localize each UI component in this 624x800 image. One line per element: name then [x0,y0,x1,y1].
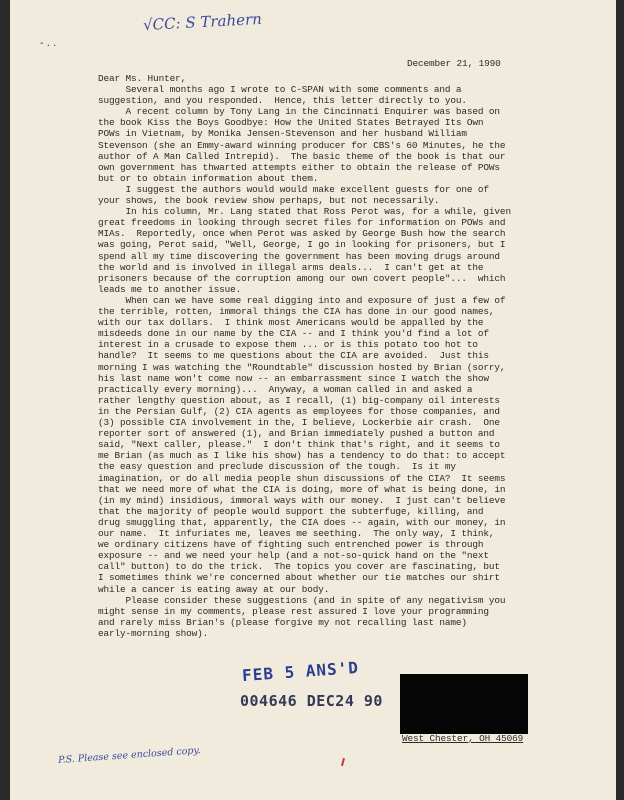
body-line: your shows, the book review show perhaps, but not necessarily. [98,195,440,206]
number-stamp-text: 004646 DEC24 90 [240,692,383,710]
red-tick-mark [341,758,345,766]
body-line: while a cancer is eating away at our body. [98,583,330,595]
received-stamp-text: FEB 5 ANS'D [241,657,360,686]
body-line: call" button) to do the trick. The topics you cover are fascinating, but [98,561,500,573]
ps-annotation: P.S. Please see enclosed copy. [57,745,201,766]
body-line: prisoners because of the corruption among our own covert people"... which [98,272,506,284]
pen-marks: - . . [40,38,57,49]
body-line: with our tax dollars. I think most Americans would be appalled by the [98,317,484,329]
body-line: A recent column by Tony Lang in the Cincinnati Enquirer was based on [98,106,500,118]
body-line: might sense in my comments, please rest assured I love your programming [98,605,489,617]
body-line: author of A Man Called Intrepid). The basic theme of the book is that our [98,150,506,162]
body-line: early-morning show). [98,627,209,639]
body-line: in the Persian Gulf, (2) CIA agents as employees for those companies, and [98,405,500,417]
signature-location: West Chester, OH 45069 [402,733,524,744]
body-line: but or to obtain information about them. [98,172,319,184]
body-line: Stevenson (she an Emmy-award winning producer for CBS's 60 Minutes, he the [98,139,506,151]
body-line: rather lengthy question about, as I recall, (1) big-company oil interests [98,394,500,406]
body-line: I suggest the authors would would make excellent guests for one of [98,183,489,195]
letter-date: December 21, 1990 [407,58,501,69]
body-line: (in my mind) insidious, immoral ways with our money. I just can't believe [98,494,506,506]
body-line: his last name won't come now -- an embarrassment since I watch the show [98,372,489,384]
body-line: that the majority of people would support the subterfuge, killing, and [98,505,484,517]
body-line: me Brian (as much as I like his show) has a tendency to do that: to accept [98,450,506,462]
body-line: POWs in Vietnam, by Monika Jensen-Stevenson and her husband William [98,128,467,140]
body-line: When can we have some real digging into and exposure of just a few of [98,294,506,306]
body-line: suggestion, and you responded. Hence, this letter directly to you. [98,95,467,107]
body-line: Several months ago I wrote to C-SPAN with some comments and a [98,84,462,95]
received-stamp [241,658,359,685]
body-line: I sometimes think we're concerned about whether our tie matches our shirt [98,572,500,584]
body-line: morning I was watching the "Roundtable" discussion hosted by Brian (sorry, [98,361,506,373]
body-line: said, "Next caller, please." I don't think that's right, and it seems to [98,439,500,451]
body-line: In his column, Mr. Lang stated that Ross Perot was, for a while, given [98,206,511,218]
body-line: leads me to another issue. [98,283,242,295]
body-line: interest in a crusade to expose them ... or is this potato too hot to [98,339,478,351]
body-line: (3) possible CIA involvement in the, I believe, Lockerbie air crash. One [98,417,500,428]
body-line: reporter sort of answered (1), and Brian immediately pushed a button and [98,428,495,440]
body-line: misdeeds done in our name by the CIA -- and I think you'd find a lot of [98,328,489,340]
body-line: exposure -- and we need your help (and a not-so-quick hand on the "next [98,550,489,562]
cc-annotation: √CC: S Trahern [142,9,263,35]
body-line: our name. It infuriates me, leaves me seething. The only way, I think, [98,528,495,539]
redacted-address [400,674,528,734]
body-line: the world and is involved in illegal arms deals... I can't get at the [98,261,484,273]
body-line: Please consider these suggestions (and in spite of any negativism you [98,594,506,606]
salutation: Dear Ms. Hunter, [98,73,187,84]
number-stamp [240,692,383,710]
body-line: great freedoms in looking through secret files for information on POWs and [98,217,506,229]
letter-page [10,0,616,800]
body-line: own government has thwarted attempts either to obtain the release of POWs [98,161,500,173]
body-line: the book Kiss the Boys Goodbye: How the United States Betrayed Its Own [98,117,484,129]
body-line: the terrible, rotten, immoral things the CIA has done in our good names, [98,306,495,317]
body-line: we ordinary citizens have of fighting such entrenched power is through [98,539,484,551]
body-line: drug smuggling that, apparently, the CIA does -- again, with our money, in [98,516,506,528]
body-line: practically every morning)... Anyway, a woman called in and asked a [98,383,473,395]
body-line: the easy question and preclude discussion of the tough. Is it my [98,461,456,473]
body-line: was going, Perot said, "Well, George, I go in looking for prisoners, but I [98,239,506,251]
body-line: and rarely miss Brian's (please forgive my not recalling last name) [98,616,467,628]
body-line: spend all my time discovering the government has been moving drugs around [98,250,500,262]
body-line: imagination, or do all media people shun discussions of the CIA? It seems [98,472,506,484]
body-line: that we need more of what the CIA is doing, more of what is being done, in [98,483,506,495]
body-line: handle? It seems to me questions about the CIA are avoided. Just this [98,350,489,362]
body-line: MIAs. Reportedly, once when Perot was asked by George Bush how the search [98,228,506,240]
